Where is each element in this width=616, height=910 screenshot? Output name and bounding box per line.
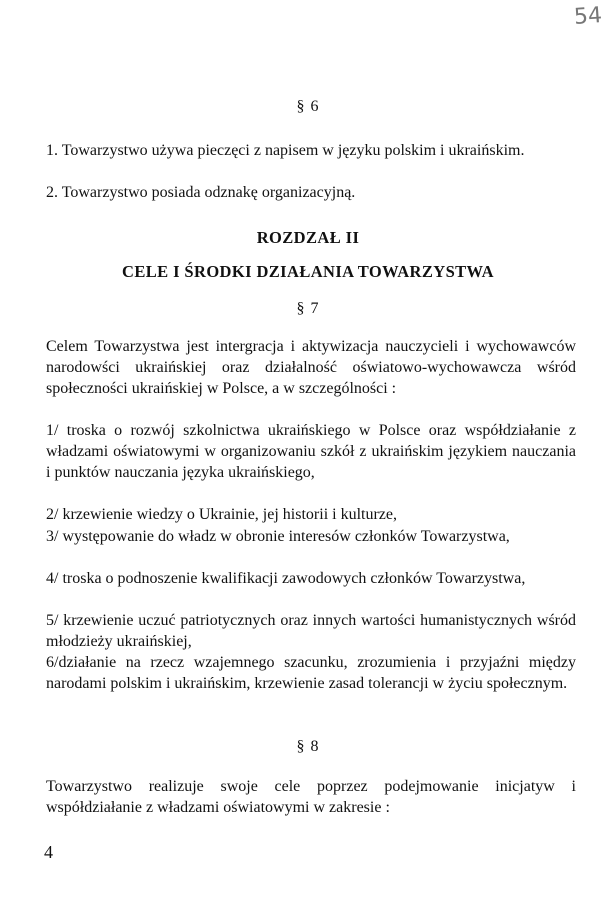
- section-7-point-4: 4/ troska o podnoszenie kwalifikacji zawodowych członków Towarzystwa,: [46, 570, 526, 587]
- section-7-point-3: 3/ występowanie do władz w obronie interesów członków Towarzystwa,: [46, 528, 510, 545]
- handwritten-page-note: 54: [573, 3, 603, 30]
- chapter-subtitle: CELE I ŚRODKI DZIAŁANIA TOWARZYSTWA: [122, 262, 494, 281]
- section-6-item-2: 2. Towarzystwo posiada odznakę organizacyjną.: [46, 184, 356, 201]
- section-7-intro: Celem Towarzystwa jest intergracja i aktywizacja nauczycieli i wychowawców narodowści ukraińskiej oraz działalność oświatowo-wychowawcza wśród społeczności ukraińskiej w Polsce, a w szczególności :: [46, 338, 576, 397]
- section-6-header: § 6: [296, 98, 320, 115]
- section-7-point-6: 6/działanie na rzecz wzajemnego szacunku, zrozumienia i przyjaźni między narodami polskim i ukraińskim, krzewienie zasad tolerancji w życiu społecznym.: [46, 654, 576, 692]
- section-7-header: § 7: [296, 300, 320, 317]
- section-7-point-5: 5/ krzewienie uczuć patriotycznych oraz innych wartości humanistycznych wśród młodzieży ukraińskiej,: [46, 612, 576, 650]
- section-6-item-1: 1. Towarzystwo używa pieczęci z napisem w języku polskim i ukraińskim.: [46, 142, 525, 159]
- page-number: 4: [44, 842, 53, 862]
- section-7-point-2: 2/ krzewienie wiedzy o Ukrainie, jej historii i kulturze,: [46, 506, 397, 523]
- section-8-header: § 8: [296, 738, 320, 755]
- chapter-title: ROZDZAŁ II: [256, 228, 360, 247]
- section-8-intro: Towarzystwo realizuje swoje cele poprzez podejmowanie inicjatyw i współdziałanie z władzami oświatowymi w zakresie :: [46, 778, 576, 816]
- section-7-point-1: 1/ troska o rozwój szkolnictwa ukraińskiego w Polsce oraz współdziałanie z władzami oświatowymi w organizowaniu szkół z ukraińskim językiem nauczania i punktów nauczania języka ukraińskiego,: [46, 422, 576, 481]
